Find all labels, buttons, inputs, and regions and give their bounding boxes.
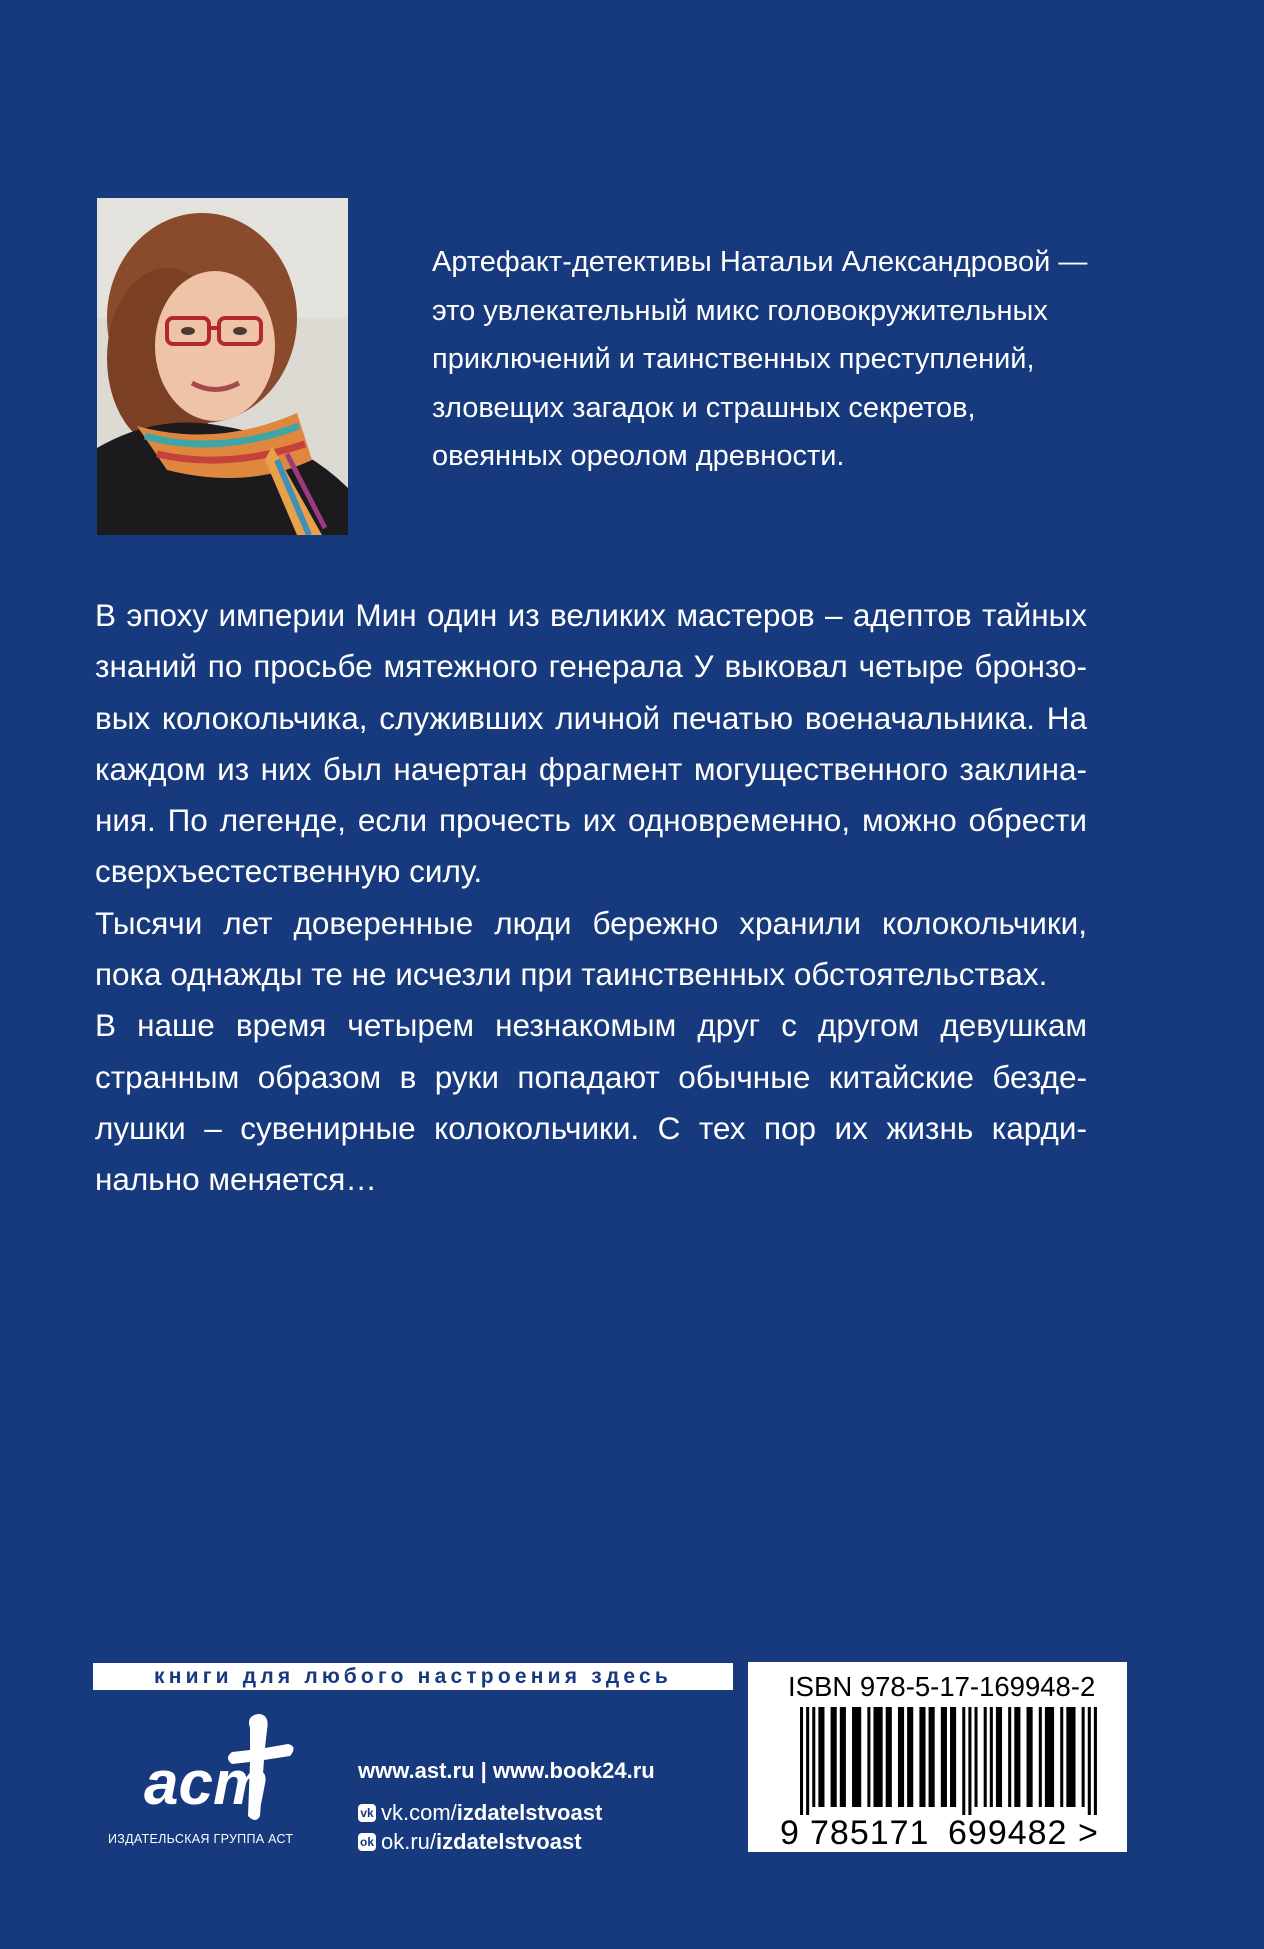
barcode-bar bbox=[886, 1707, 892, 1807]
barcode-end-mark: > bbox=[1078, 1814, 1098, 1847]
barcode-bar bbox=[1082, 1707, 1085, 1807]
book-description bbox=[95, 590, 1087, 1206]
barcode-bar bbox=[984, 1707, 987, 1807]
description-line: Тысячи лет доверенные люди бережно хранили колокольчики, bbox=[95, 904, 1087, 941]
barcode-bar bbox=[919, 1707, 925, 1807]
vk-handle: izdatelstvoast bbox=[456, 1800, 603, 1825]
intro-line: это увлекательный микс головокружительных bbox=[432, 294, 1048, 327]
barcode bbox=[780, 1707, 1098, 1847]
barcode-bar bbox=[800, 1707, 803, 1815]
barcode-bar bbox=[974, 1707, 977, 1807]
barcode-bar bbox=[867, 1707, 870, 1807]
barcode-bar bbox=[962, 1707, 965, 1815]
ok-icon: ok bbox=[359, 1835, 374, 1849]
barcode-first-digit: 9 bbox=[780, 1814, 799, 1847]
barcode-bar bbox=[950, 1707, 956, 1807]
description-line: ния. По легенде, если прочесть их одновременно, можно обрести bbox=[95, 802, 1087, 839]
logo-lettering: аст bbox=[144, 1749, 269, 1818]
ok-prefix: ok.ru/ bbox=[381, 1829, 437, 1854]
description-line: странным образом в руки попадают обычные китайские безде- bbox=[95, 1058, 1087, 1095]
barcode-left-digits: 785171 bbox=[810, 1814, 930, 1847]
barcode-right-digits: 699482 bbox=[948, 1814, 1068, 1847]
description-line: В эпоху империи Мин один из великих мастеров – адептов тайных bbox=[95, 597, 1087, 633]
barcode-bar bbox=[840, 1707, 846, 1807]
description-line: нально меняется… bbox=[95, 1161, 377, 1198]
barcode-bar bbox=[812, 1707, 815, 1807]
barcode-bar bbox=[968, 1707, 971, 1815]
vk-prefix: vk.com/ bbox=[381, 1800, 457, 1825]
isbn-label: ISBN 978-5-17-169948-2 bbox=[788, 1671, 1096, 1702]
isbn-barcode-panel bbox=[748, 1662, 1127, 1852]
barcode-bar bbox=[1066, 1707, 1075, 1807]
barcode-bar bbox=[1008, 1707, 1011, 1807]
barcode-bar bbox=[831, 1707, 837, 1807]
barcode-bar bbox=[806, 1707, 809, 1815]
description-line: пока однажды те не исчезли при таинственных обстоятельствах. bbox=[95, 956, 1048, 993]
publisher-name: ИЗДАТЕЛЬСКАЯ ГРУППА АСТ bbox=[108, 1832, 294, 1846]
description-line: вых колокольчика, служивших личной печатью военачальника. На bbox=[95, 699, 1087, 736]
website-links[interactable]: www.ast.ru | www.book24.ru bbox=[358, 1758, 655, 1783]
ok-handle: izdatelstvoast bbox=[436, 1829, 582, 1854]
intro-line: приключений и таинственных преступлений, bbox=[432, 343, 1035, 375]
barcode-bar bbox=[941, 1707, 947, 1807]
intro-line: овеянных ореолом древности. bbox=[432, 440, 845, 472]
barcode-bar bbox=[873, 1707, 882, 1807]
tagline-banner: книги для любого настроения здесь bbox=[93, 1663, 733, 1690]
barcode-bar bbox=[990, 1707, 993, 1807]
intro-line: Артефакт-детективы Натальи Александровой — bbox=[432, 246, 1088, 278]
barcode-bar bbox=[852, 1707, 861, 1807]
barcode-bar bbox=[1027, 1707, 1033, 1807]
description-line: знаний по просьбе мятежного генерала У выковал четыре бронзо- bbox=[95, 648, 1087, 685]
vk-icon: vk bbox=[358, 1804, 376, 1822]
ok-link[interactable] bbox=[358, 1829, 582, 1855]
description-line: сверхъестественную силу. bbox=[95, 853, 483, 890]
barcode-bar bbox=[1039, 1707, 1042, 1807]
barcode-bar bbox=[907, 1707, 913, 1807]
description-line: каждом из них был начертан фрагмент могущественного заклина- bbox=[95, 750, 1087, 787]
barcode-bar bbox=[818, 1707, 824, 1807]
barcode-bar bbox=[929, 1707, 935, 1807]
intro-line: зловещих загадок и страшных секретов, bbox=[432, 391, 976, 424]
barcode-bar bbox=[1060, 1707, 1063, 1807]
barcode-bar bbox=[1094, 1707, 1097, 1815]
barcode-bar bbox=[1088, 1707, 1091, 1815]
description-line: В наше время четырем незнакомым друг с другом девушкам bbox=[95, 1007, 1087, 1044]
description-line: лушки – сувенирные колокольчики. С тех пор их жизнь карди- bbox=[95, 1109, 1087, 1146]
author-photo bbox=[97, 198, 348, 535]
barcode-bar bbox=[1014, 1707, 1020, 1807]
barcode-bar bbox=[898, 1707, 904, 1807]
ast-logo bbox=[138, 1708, 298, 1828]
barcode-bar bbox=[1045, 1707, 1054, 1807]
barcode-bar bbox=[996, 1707, 1002, 1807]
vk-link[interactable] bbox=[358, 1800, 602, 1826]
intro-blurb bbox=[432, 238, 1132, 481]
